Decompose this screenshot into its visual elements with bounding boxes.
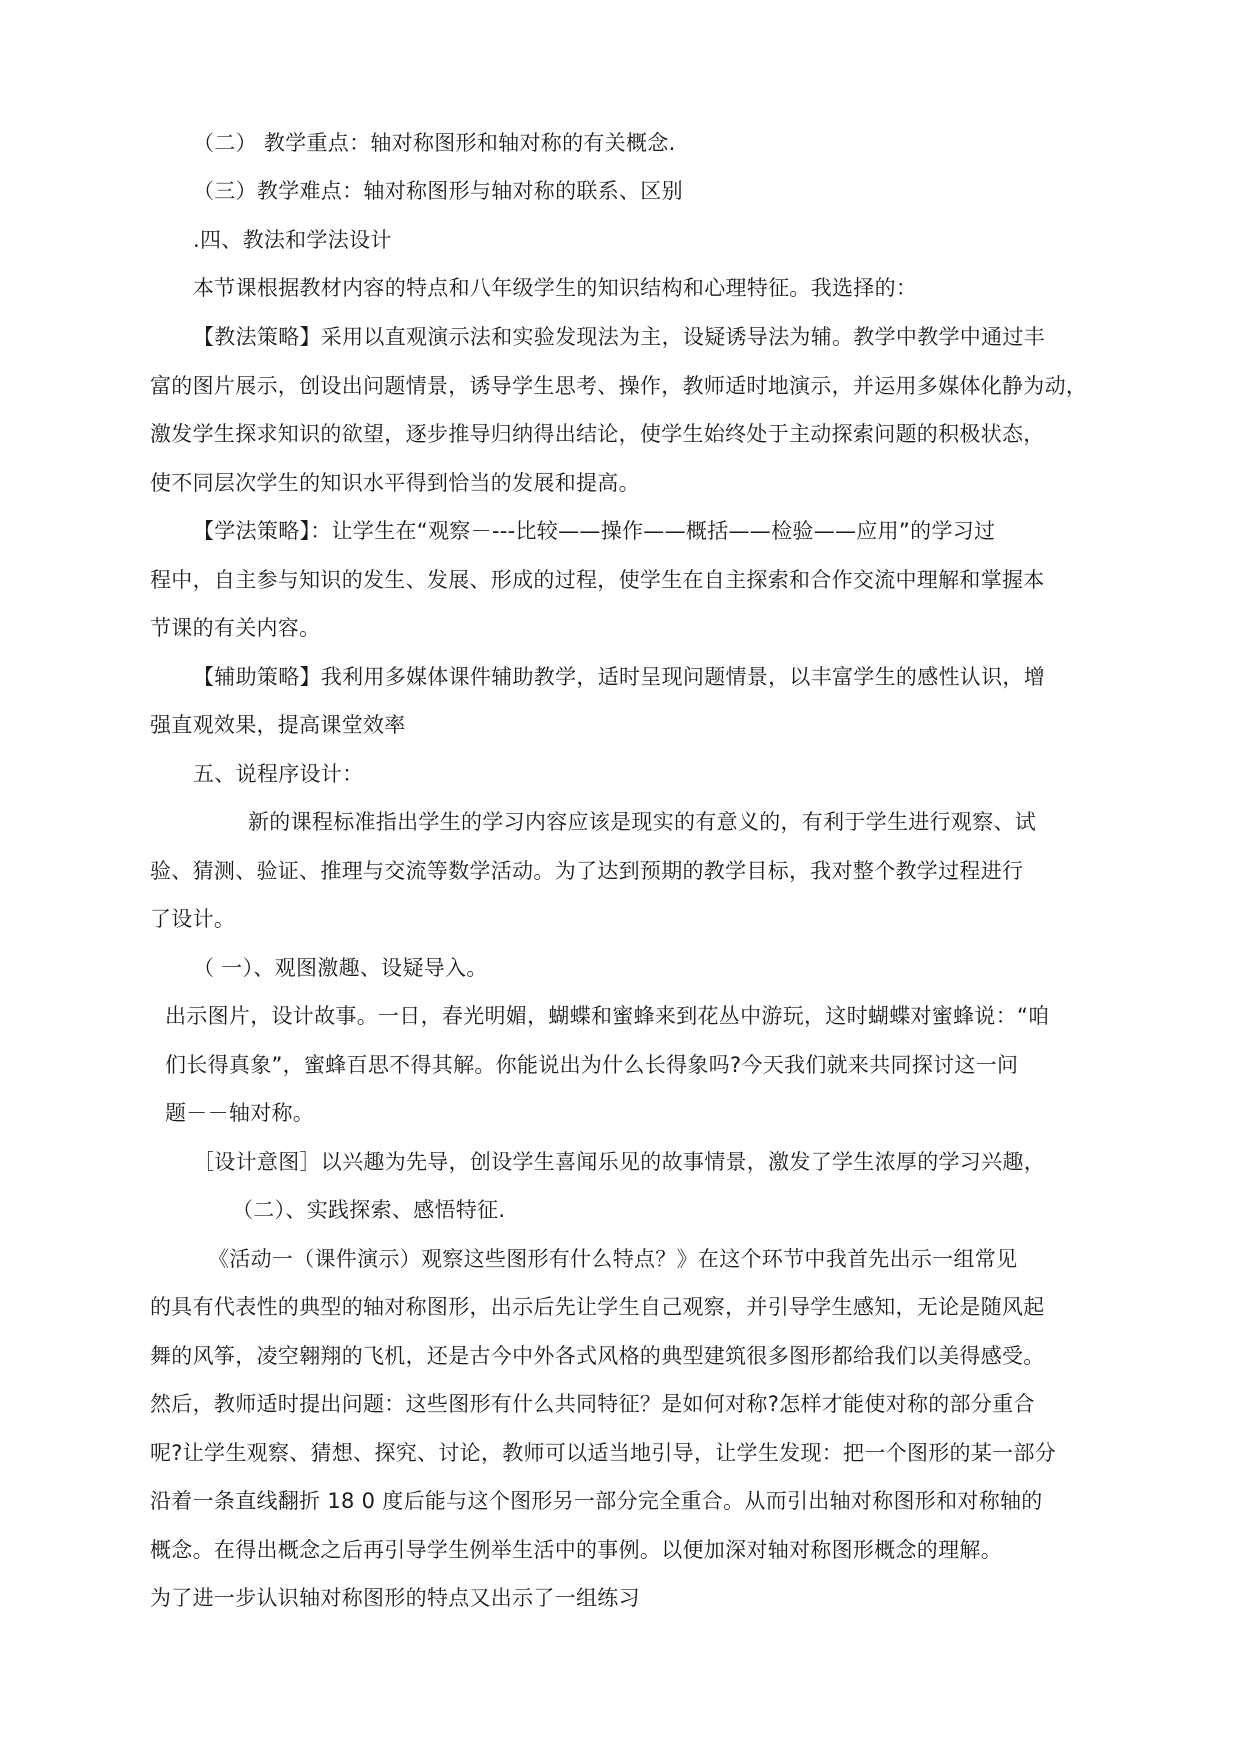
text-line: 强直观效果，提高课堂效率 — [150, 713, 406, 737]
text-line: 【辅助策略】我利用多媒体课件辅助教学，适时呈现问题情景，以丰富学生的感性认识，增 — [193, 665, 1045, 689]
subsection-heading: （二）、实践探索、感悟特征. — [232, 1198, 506, 1222]
text-line: 《活动一（课件演示）观察这些图形有什么特点？》在这个环节中我首先出示一组常见 — [208, 1247, 1018, 1271]
text-line: 验、猜测、验证、推理与交流等数学活动。为了达到预期的教学目标，我对整个教学过程进行 — [150, 859, 1024, 883]
text-line: 了设计。 — [150, 907, 236, 931]
text-line: 【教法策略】采用以直观演示法和实验发现法为主，设疑诱导法为辅。教学中教学中通过丰 — [193, 325, 1045, 349]
text-line: （二） 教学重点：轴对称图形和轴对称的有关概念. — [193, 131, 676, 155]
section-heading: 五、说程序设计： — [193, 762, 364, 786]
text-line: 的具有代表性的典型的轴对称图形，出示后先让学生自己观察，并引导学生感知，无论是随风起 — [150, 1295, 1045, 1319]
text-line: 【学法策略】：让学生在“观察－---比较——操作——概括——检验——应用”的学习过 — [193, 519, 996, 543]
text-line: 然后，教师适时提出问题：这些图形有什么共同特征？是如何对称?怎样才能使对称的部分重合 — [150, 1392, 1035, 1416]
text-line: 题－－轴对称。 — [165, 1101, 315, 1125]
text-line: 富的图片展示，创设出问题情景，诱导学生思考、操作，教师适时地演示，并运用多媒体化静为动， — [150, 374, 1088, 398]
text-line: 节课的有关内容。 — [150, 616, 321, 640]
text-line: （三）教学难点：轴对称图形与轴对称的联系、区别 — [193, 179, 683, 203]
text-line: 新的课程标准指出学生的学习内容应该是现实的有意义的，有利于学生进行观察、试 — [248, 810, 1037, 834]
text-line: 使不同层次学生的知识水平得到恰当的发展和提高。 — [150, 471, 640, 495]
text-line: 们长得真象”，蜜蜂百思不得其解。你能说出为什么长得象吗?今天我们就来共同探讨这一问 — [165, 1053, 1019, 1077]
subsection-heading: （ 一）、观图激趣、设疑导入。 — [193, 956, 488, 980]
text-line: ［设计意图］以兴趣为先导，创设学生喜闻乐见的故事情景，激发了学生浓厚的学习兴趣， — [193, 1150, 1045, 1174]
text-line: 激发学生探求知识的欲望，逐步推导归纳得出结论，使学生始终处于主动探索问题的积极状态， — [150, 422, 1045, 446]
text-line: 程中，自主参与知识的发生、发展、形成的过程，使学生在自主探索和合作交流中理解和掌握本 — [150, 568, 1045, 592]
text-line: 沿着一条直线翻折 18 0 度后能与这个图形另一部分完全重合。从而引出轴对称图形和对称轴的 — [150, 1489, 1043, 1513]
text-line: 为了进一步认识轴对称图形的特点又出示了一组练习 — [150, 1586, 640, 1610]
text-line: 呢?让学生观察、猜想、探究、讨论，教师可以适当地引导，让学生发现：把一个图形的某一部分 — [150, 1441, 1057, 1465]
text-line: 出示图片，设计故事。一日，春光明媚，蝴蝶和蜜蜂来到花丛中游玩，这时蝴蝶对蜜蜂说：“咱 — [165, 1004, 1050, 1028]
section-heading: .四、教法和学法设计 — [193, 228, 392, 252]
text-line: 舞的风筝，凌空翱翔的飞机，还是古今中外各式风格的典型建筑很多图形都给我们以美得感受。 — [150, 1344, 1045, 1368]
text-line: 概念。在得出概念之后再引导学生例举生活中的事例。以便加深对轴对称图形概念的理解。 — [150, 1538, 1002, 1562]
text-line: 本节课根据教材内容的特点和八年级学生的知识结构和心理特征。我选择的： — [193, 276, 918, 300]
